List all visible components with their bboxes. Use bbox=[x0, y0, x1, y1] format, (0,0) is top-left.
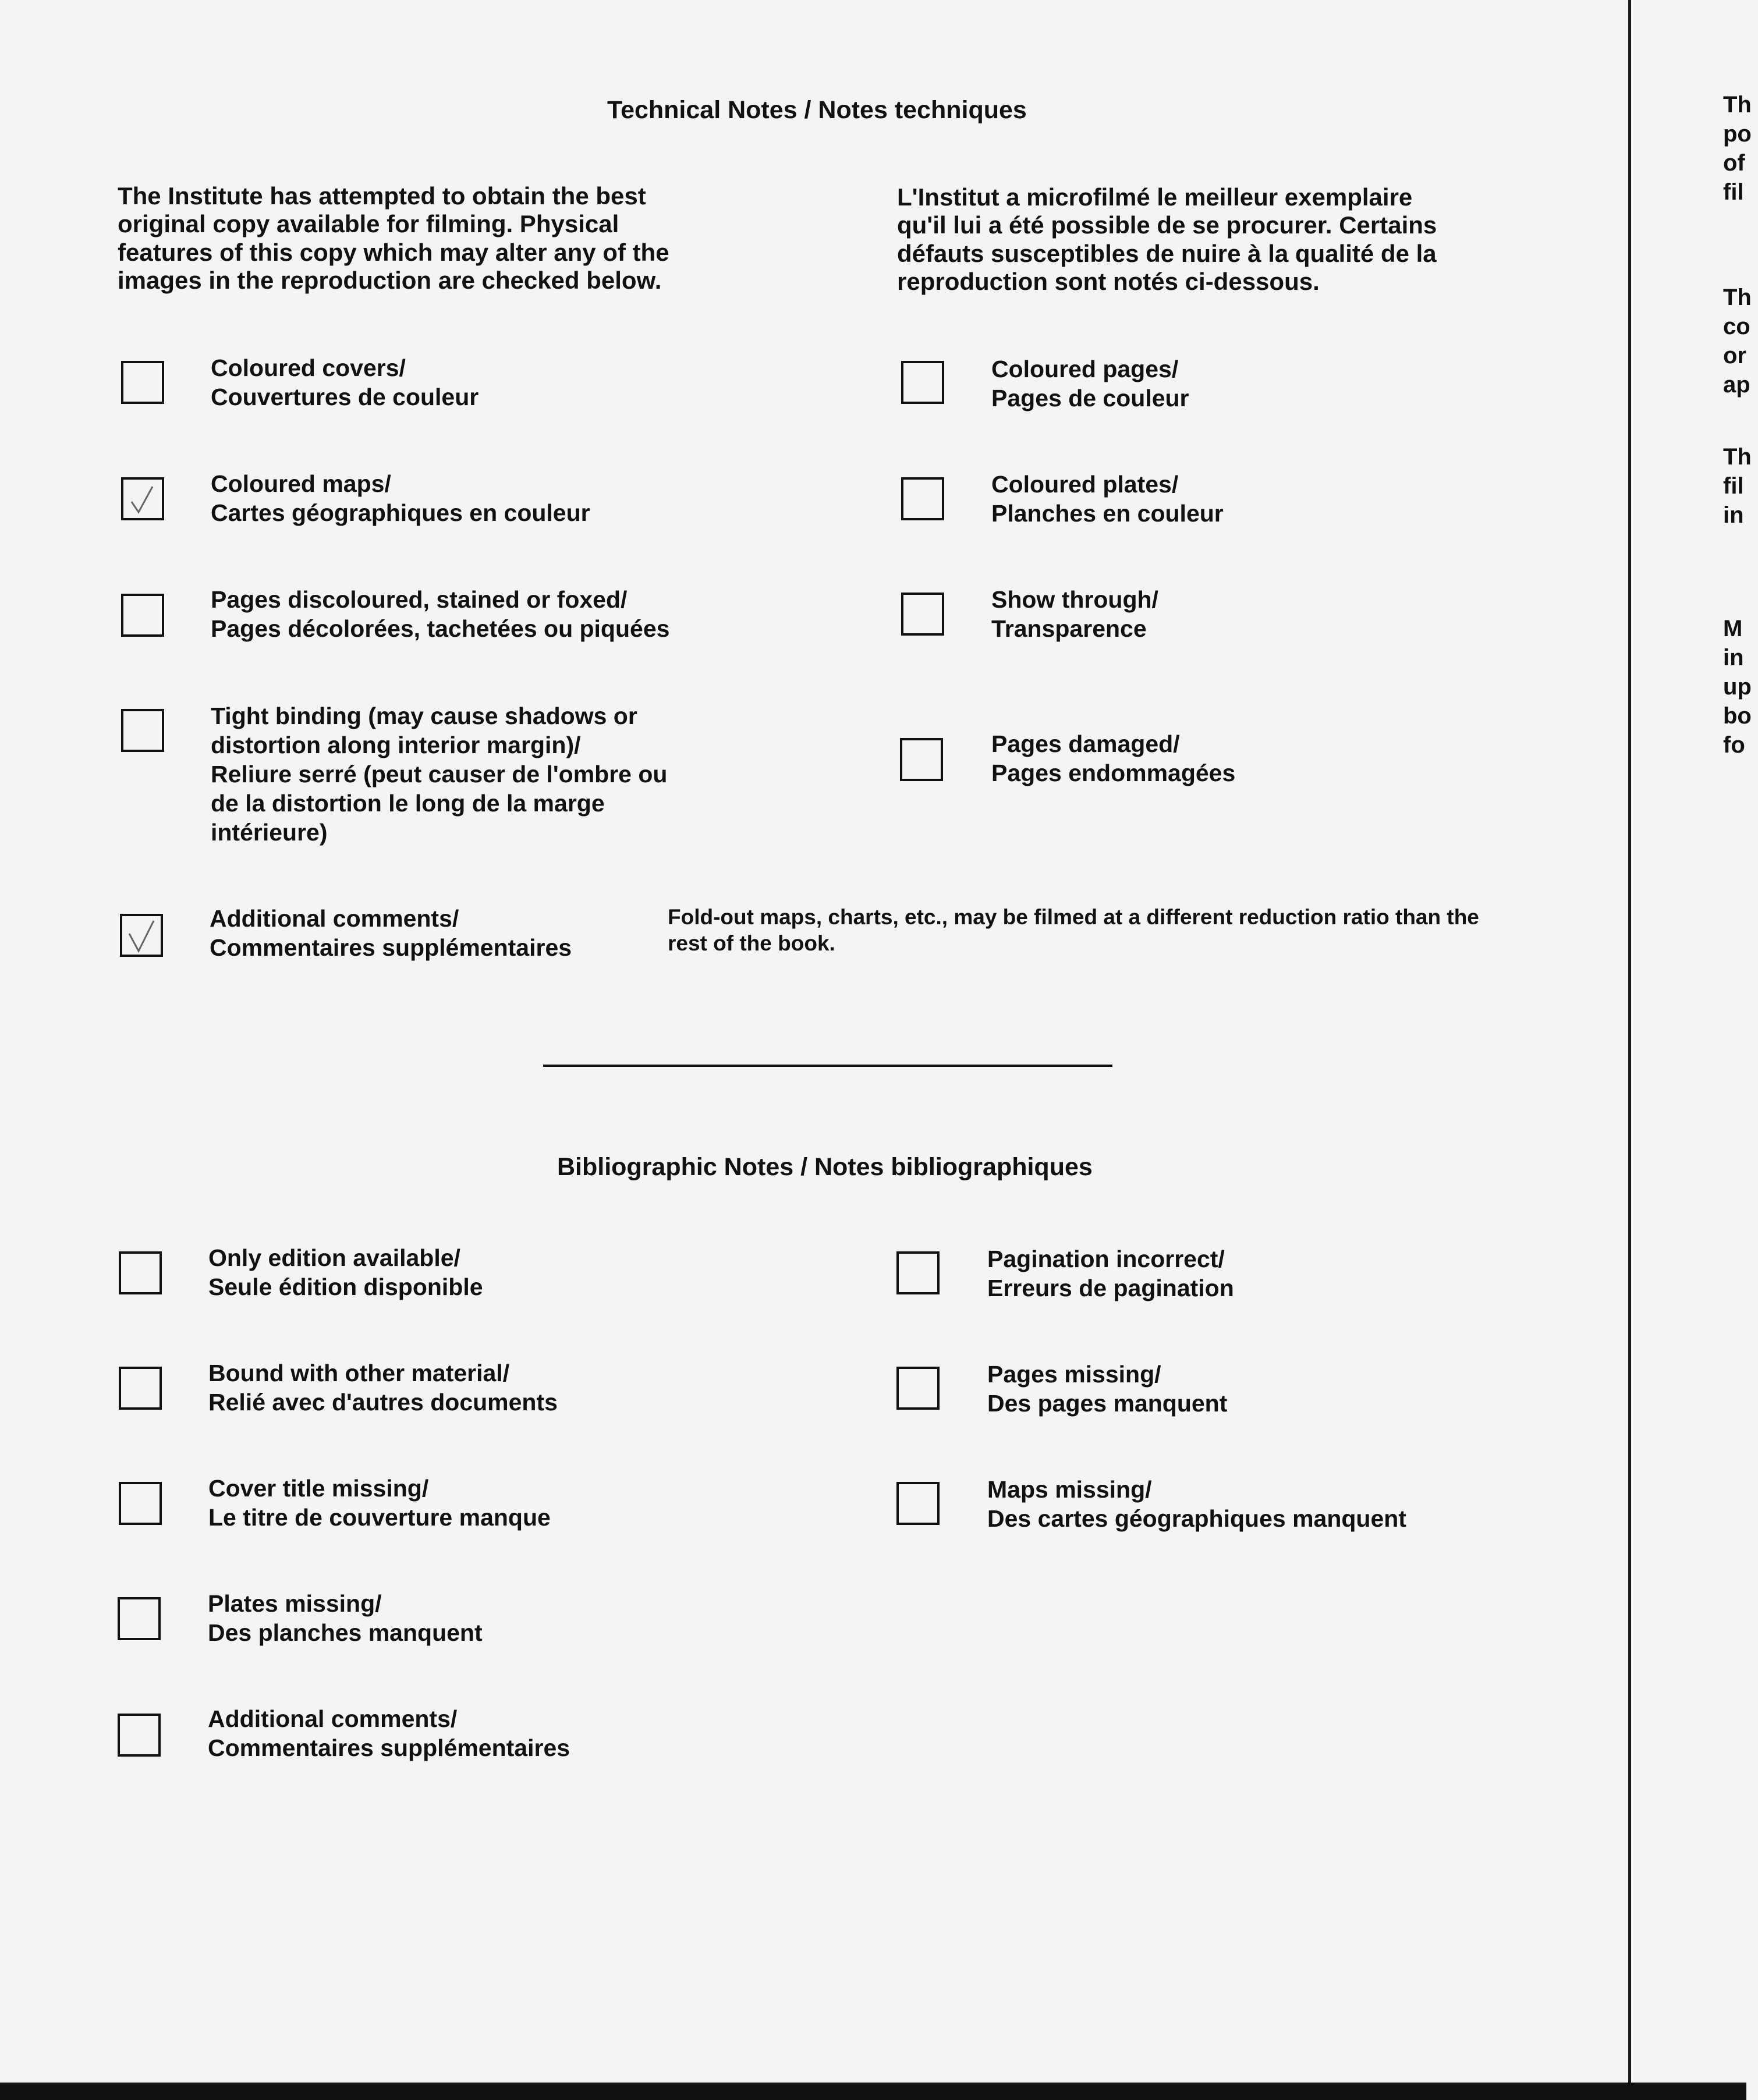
label-tight-binding: intérieure) bbox=[211, 819, 328, 846]
checkbox-coloured-covers[interactable] bbox=[121, 361, 164, 404]
label-coloured-plates: Planches en couleur bbox=[991, 500, 1224, 527]
checkbox-pages-discoloured[interactable] bbox=[121, 594, 164, 637]
label-coloured-covers: Coloured covers/ bbox=[211, 354, 406, 381]
checkbox-coloured-plates[interactable] bbox=[901, 477, 944, 520]
intro-english-line: images in the reproduction are checked below. bbox=[118, 267, 662, 294]
checkbox-pages-damaged[interactable] bbox=[900, 738, 943, 781]
label-show-through: Show through/ bbox=[991, 586, 1158, 613]
label-pages-damaged: Pages damaged/ bbox=[991, 730, 1180, 757]
checkbox-show-through[interactable] bbox=[901, 593, 944, 636]
label-coloured-maps: Coloured maps/ bbox=[211, 470, 391, 497]
label-pages-discoloured: Pages décolorées, tachetées ou piquées bbox=[211, 615, 670, 642]
label-plates-missing: Plates missing/ bbox=[208, 1590, 382, 1617]
checkbox-pagination-incorrect[interactable] bbox=[896, 1251, 940, 1294]
section-divider bbox=[543, 1065, 1112, 1067]
label-tight-binding: Tight binding (may cause shadows or bbox=[211, 703, 637, 729]
intro-french-line: défauts susceptibles de nuire à la qualité de la bbox=[897, 240, 1437, 267]
intro-english-line: features of this copy which may alter any of the bbox=[118, 239, 669, 266]
checkbox-tight-binding[interactable] bbox=[121, 709, 164, 752]
label-coloured-covers: Couvertures de couleur bbox=[211, 384, 479, 410]
label-maps-missing: Maps missing/ bbox=[987, 1476, 1152, 1503]
checkbox-only-edition[interactable] bbox=[119, 1251, 162, 1294]
intro-french-line: qu'il lui a été possible de se procurer. Certains bbox=[897, 211, 1437, 239]
intro-english-line: The Institute has attempted to obtain the best bbox=[118, 182, 646, 210]
label-additional-comments-bibliographic: Additional comments/ bbox=[208, 1705, 458, 1732]
label-coloured-pages: Pages de couleur bbox=[991, 385, 1189, 412]
label-additional-comments-technical: Commentaires supplémentaires bbox=[210, 934, 572, 961]
checkbox-cover-title-missing[interactable] bbox=[119, 1482, 162, 1525]
additional-note-text: Fold-out maps, charts, etc., may be filmed at a different reduction ratio than the rest of the book. bbox=[668, 905, 1479, 955]
check-mark-icon bbox=[123, 480, 162, 518]
label-only-edition: Only edition available/ bbox=[208, 1244, 460, 1271]
label-maps-missing: Des cartes géographiques manquent bbox=[987, 1505, 1406, 1532]
label-tight-binding: distortion along interior margin)/ bbox=[211, 732, 581, 758]
checkbox-pages-missing[interactable] bbox=[896, 1367, 940, 1410]
label-bound-with-other: Relié avec d'autres documents bbox=[208, 1389, 558, 1416]
label-additional-comments-technical: Additional comments/ bbox=[210, 905, 459, 932]
checkbox-additional-comments-technical[interactable] bbox=[120, 914, 163, 957]
check-mark-icon bbox=[122, 916, 161, 955]
label-pages-discoloured: Pages discoloured, stained or foxed/ bbox=[211, 586, 628, 613]
label-cover-title-missing: Cover title missing/ bbox=[208, 1475, 429, 1502]
label-bound-with-other: Bound with other material/ bbox=[208, 1360, 510, 1386]
checkbox-bound-with-other[interactable] bbox=[119, 1367, 162, 1410]
intro-english-line: original copy available for filming. Physical bbox=[118, 210, 619, 237]
intro-french-line: reproduction sont notés ci-dessous. bbox=[897, 268, 1320, 295]
checkbox-additional-comments-bibliographic[interactable] bbox=[118, 1714, 161, 1757]
label-pagination-incorrect: Pagination incorrect/ bbox=[987, 1246, 1225, 1272]
label-pagination-incorrect: Erreurs de pagination bbox=[987, 1275, 1234, 1301]
label-tight-binding: de la distortion le long de la marge bbox=[211, 790, 605, 817]
label-cover-title-missing: Le titre de couverture manque bbox=[208, 1504, 551, 1531]
bibliographic-notes-heading: Bibliographic Notes / Notes bibliographiques bbox=[557, 1153, 1093, 1181]
checkbox-plates-missing[interactable] bbox=[118, 1597, 161, 1640]
page-edge-line bbox=[1628, 0, 1631, 2083]
label-plates-missing: Des planches manquent bbox=[208, 1619, 483, 1646]
intro-french-line: L'Institut a microfilmé le meilleur exemplaire bbox=[897, 183, 1413, 211]
checkbox-coloured-pages[interactable] bbox=[901, 361, 944, 404]
label-pages-missing: Des pages manquent bbox=[987, 1390, 1228, 1417]
label-only-edition: Seule édition disponible bbox=[208, 1274, 483, 1300]
label-additional-comments-bibliographic: Commentaires supplémentaires bbox=[208, 1734, 570, 1761]
label-tight-binding: Reliure serré (peut causer de l'ombre ou bbox=[211, 761, 668, 788]
label-show-through: Transparence bbox=[991, 615, 1147, 642]
label-coloured-pages: Coloured pages/ bbox=[991, 356, 1179, 382]
checkbox-maps-missing[interactable] bbox=[896, 1482, 940, 1525]
scan-border-bottom bbox=[0, 2083, 1746, 2100]
label-coloured-plates: Coloured plates/ bbox=[991, 471, 1179, 498]
label-pages-damaged: Pages endommagées bbox=[991, 760, 1236, 786]
checkbox-coloured-maps[interactable] bbox=[121, 477, 164, 520]
technical-notes-heading: Technical Notes / Notes techniques bbox=[607, 96, 1027, 124]
label-coloured-maps: Cartes géographiques en couleur bbox=[211, 499, 590, 526]
label-pages-missing: Pages missing/ bbox=[987, 1361, 1161, 1388]
